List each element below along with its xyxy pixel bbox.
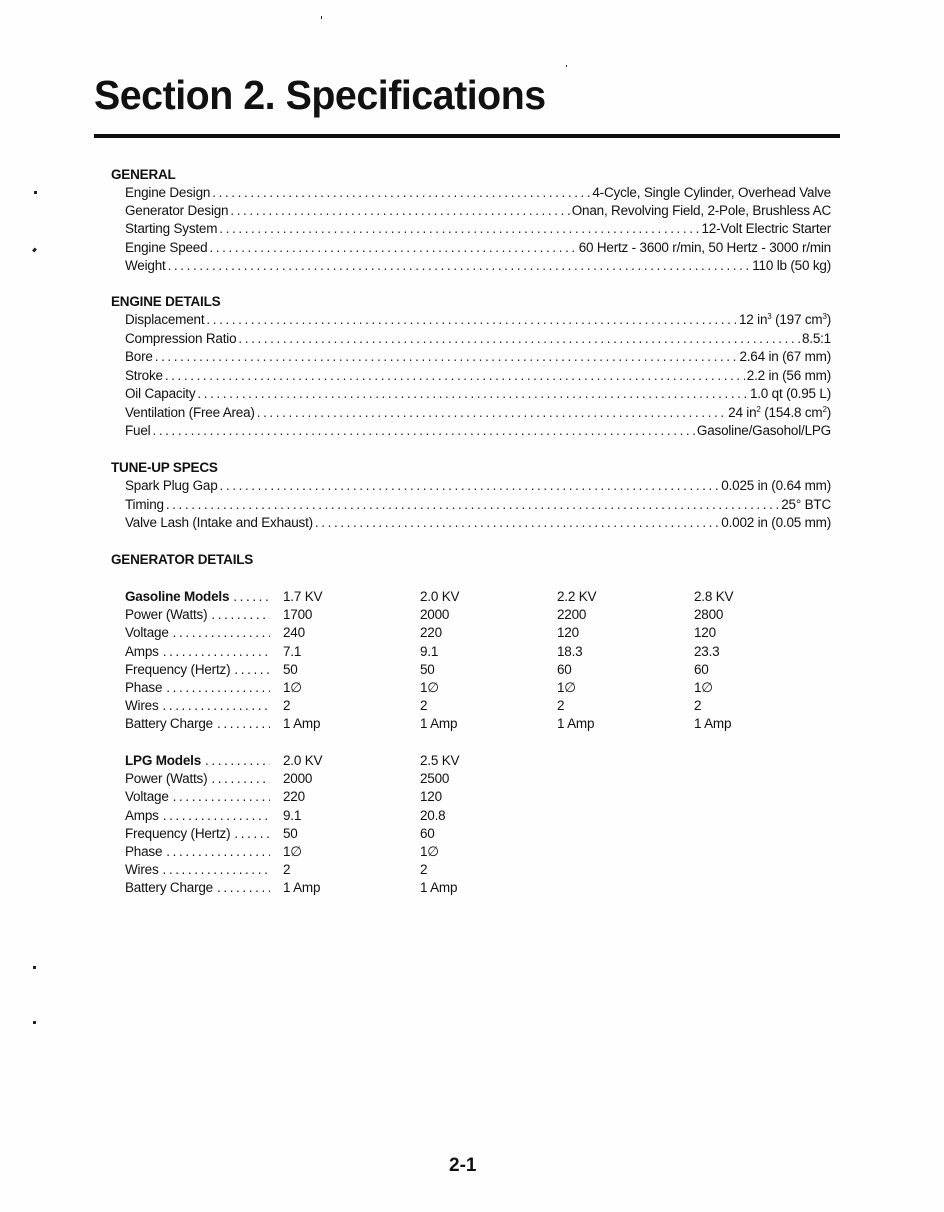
row-label: Phase (125, 843, 163, 859)
cell: 1 Amp (283, 880, 321, 896)
dot-leader (230, 203, 569, 218)
dot-leader (206, 312, 737, 327)
cell: 120 (694, 625, 716, 641)
cell: 120 (557, 625, 579, 641)
dot-leader (163, 698, 271, 713)
row-label: Frequency (Hertz) (125, 825, 231, 841)
cell: 20.8 (420, 807, 446, 823)
spec-row (125, 312, 831, 330)
spec-row (125, 185, 831, 203)
spec-label: Displacement (125, 312, 205, 327)
spec-label: Spark Plug Gap (125, 478, 218, 493)
dot-leader (163, 644, 270, 659)
binder-hole-mark (33, 1021, 36, 1024)
spec-row (125, 405, 831, 423)
cell: 120 (420, 789, 442, 805)
spec-label: Engine Design (125, 185, 211, 200)
spec-row (125, 258, 831, 276)
cell: 18.3 (557, 643, 583, 659)
dot-leader (234, 662, 270, 677)
spec-label: Generator Design (125, 203, 229, 218)
cell: 60 (694, 661, 709, 677)
cell: 2000 (420, 607, 450, 623)
spec-value: 1.0 qt (0.95 L) (749, 386, 831, 401)
cell: 220 (420, 625, 442, 641)
row-label: Wires (125, 862, 159, 878)
section-heading-generator-details: GENERATOR DETAILS (111, 552, 254, 567)
cell: 2 (694, 698, 702, 714)
model-name: 2.2 KV (557, 589, 597, 604)
dot-leader (168, 258, 751, 273)
row-label: Battery Charge (125, 716, 213, 732)
cell: 220 (283, 789, 305, 805)
spec-row (125, 423, 831, 441)
page-title: Section 2. Specifications (94, 72, 546, 118)
cell: 23.3 (694, 643, 720, 659)
cell: 1∅ (420, 679, 439, 695)
spec-row (125, 478, 831, 496)
spec-label: Engine Speed (125, 240, 208, 255)
row-label: Voltage (125, 625, 169, 641)
binder-hole-mark (33, 966, 36, 969)
cell: 2 (283, 862, 291, 878)
spec-value: 110 lb (50 kg) (752, 258, 831, 273)
cell: 1∅ (694, 679, 713, 695)
spec-value: 0.002 in (0.05 mm) (721, 515, 831, 530)
page-number: 2-1 (449, 1155, 477, 1176)
model-name: 2.0 KV (420, 589, 460, 604)
row-label: Amps (125, 643, 159, 659)
spec-value: Onan, Revolving Field, 2-Pole, Brushless AC (571, 203, 831, 218)
spec-row (125, 368, 831, 386)
spec-value: 12-Volt Electric Starter (701, 221, 831, 236)
dot-leader (166, 844, 270, 859)
section-heading-general: GENERAL (111, 167, 176, 182)
cell: 1∅ (283, 679, 302, 695)
cell: 50 (283, 825, 298, 841)
spec-label: Fuel (125, 423, 151, 438)
dot-leader (209, 240, 576, 255)
scan-speck (321, 16, 322, 19)
spec-value: 24 $in^2$ (154.8 $cm^2$) (728, 405, 831, 420)
dot-leader (315, 515, 719, 530)
dot-leader (173, 789, 270, 804)
spec-value: 60 Hertz - 3600 r/min, 50 Hertz - 3000 r/min (578, 240, 831, 255)
cell: 60 (557, 661, 572, 677)
cell: 50 (420, 661, 435, 677)
dot-leader (155, 349, 738, 364)
cell: 240 (283, 625, 305, 641)
row-label: Frequency (Hertz) (125, 661, 231, 677)
spec-value: 2.64 in (67 mm) (739, 349, 831, 364)
cell: 2 (557, 698, 565, 714)
spec-value: 25° BTC (781, 497, 831, 512)
section-heading-tune-up: TUNE-UP SPECS (111, 460, 218, 475)
spec-label: Oil Capacity (125, 386, 196, 401)
spec-row (125, 221, 831, 239)
dot-leader (211, 607, 270, 622)
spec-value: 4-Cycle, Single Cylinder, Overhead Valve (592, 185, 831, 200)
cell: 2200 (557, 607, 587, 623)
dot-leader (233, 589, 270, 604)
spec-label: Bore (125, 349, 153, 364)
row-label: Battery Charge (125, 880, 213, 896)
spec-row (125, 515, 831, 533)
spec-row (125, 331, 831, 349)
spec-value: 0.025 in (0.64 mm) (721, 478, 831, 493)
dot-leader (152, 423, 694, 438)
spec-row (125, 386, 831, 404)
cell: 50 (283, 661, 298, 677)
row-label: Wires (125, 698, 159, 714)
spec-value: 2.2 in (56 mm) (746, 368, 831, 383)
cell: 2 (420, 698, 428, 714)
cell: 60 (420, 825, 435, 841)
row-label: Phase (125, 679, 163, 695)
spec-label: Timing (125, 497, 164, 512)
cell: 2800 (694, 607, 724, 623)
dot-leader (166, 680, 270, 695)
spec-value: Gasoline/Gasohol/LPG (696, 423, 831, 438)
spec-value: 8.5:1 (801, 331, 831, 346)
row-label: Power (Watts) (125, 771, 208, 787)
cell: 1700 (283, 607, 313, 623)
spec-row (125, 240, 831, 258)
row-label: LPG Models (125, 753, 202, 768)
row-label: Gasoline Models (125, 589, 230, 604)
spec-label: Stroke (125, 368, 163, 383)
row-label: Voltage (125, 789, 169, 805)
spec-label: Starting System (125, 221, 218, 236)
dot-leader (173, 625, 270, 640)
cell: 1 Amp (694, 716, 732, 732)
cell: 1 Amp (283, 716, 321, 732)
model-name: 2.5 KV (420, 753, 460, 768)
spec-value: 12 $in^3$ (197 $cm^3$) (739, 312, 831, 327)
dot-leader (238, 331, 800, 346)
spec-label: Valve Lash (Intake and Exhaust) (125, 515, 313, 530)
dot-leader (234, 826, 270, 841)
dot-leader (166, 497, 779, 512)
cell: 2500 (420, 771, 450, 787)
spec-label: Compression Ratio (125, 331, 237, 346)
spec-row (125, 497, 831, 515)
cell: 9.1 (283, 807, 302, 823)
dot-leader (163, 862, 271, 877)
cell: 1 Amp (420, 880, 458, 896)
dot-leader (205, 753, 270, 768)
spec-row (125, 203, 831, 221)
cell: 7.1 (283, 643, 302, 659)
cell: 9.1 (420, 643, 439, 659)
spec-label: Ventilation (Free Area) (125, 405, 255, 420)
dot-leader (197, 386, 748, 401)
model-name: 2.8 KV (694, 589, 734, 604)
dot-leader (165, 368, 745, 383)
scan-speck (566, 65, 567, 67)
binder-hole-mark (34, 191, 37, 194)
row-label: Amps (125, 807, 159, 823)
cell: 2 (283, 698, 291, 714)
spec-label: Weight (125, 258, 166, 273)
cell: 2 (420, 862, 428, 878)
model-name: 2.0 KV (283, 753, 323, 768)
dot-leader (217, 716, 270, 731)
cell: 1∅ (557, 679, 576, 695)
binder-hole-mark (32, 248, 37, 253)
dot-leader (219, 221, 699, 236)
cell: 1∅ (420, 843, 439, 859)
dot-leader (217, 880, 270, 895)
cell: 1 Amp (420, 716, 458, 732)
section-heading-engine-details: ENGINE DETAILS (111, 294, 221, 309)
dot-leader (220, 478, 720, 493)
row-label: Power (Watts) (125, 607, 208, 623)
cell: 1∅ (283, 843, 302, 859)
dot-leader (211, 771, 270, 786)
dot-leader (212, 185, 590, 200)
dot-leader (257, 405, 726, 420)
dot-leader (163, 808, 270, 823)
cell: 2000 (283, 771, 313, 787)
model-name: 1.7 KV (283, 589, 323, 604)
cell: 1 Amp (557, 716, 595, 732)
title-rule (94, 134, 840, 138)
spec-row (125, 349, 831, 367)
